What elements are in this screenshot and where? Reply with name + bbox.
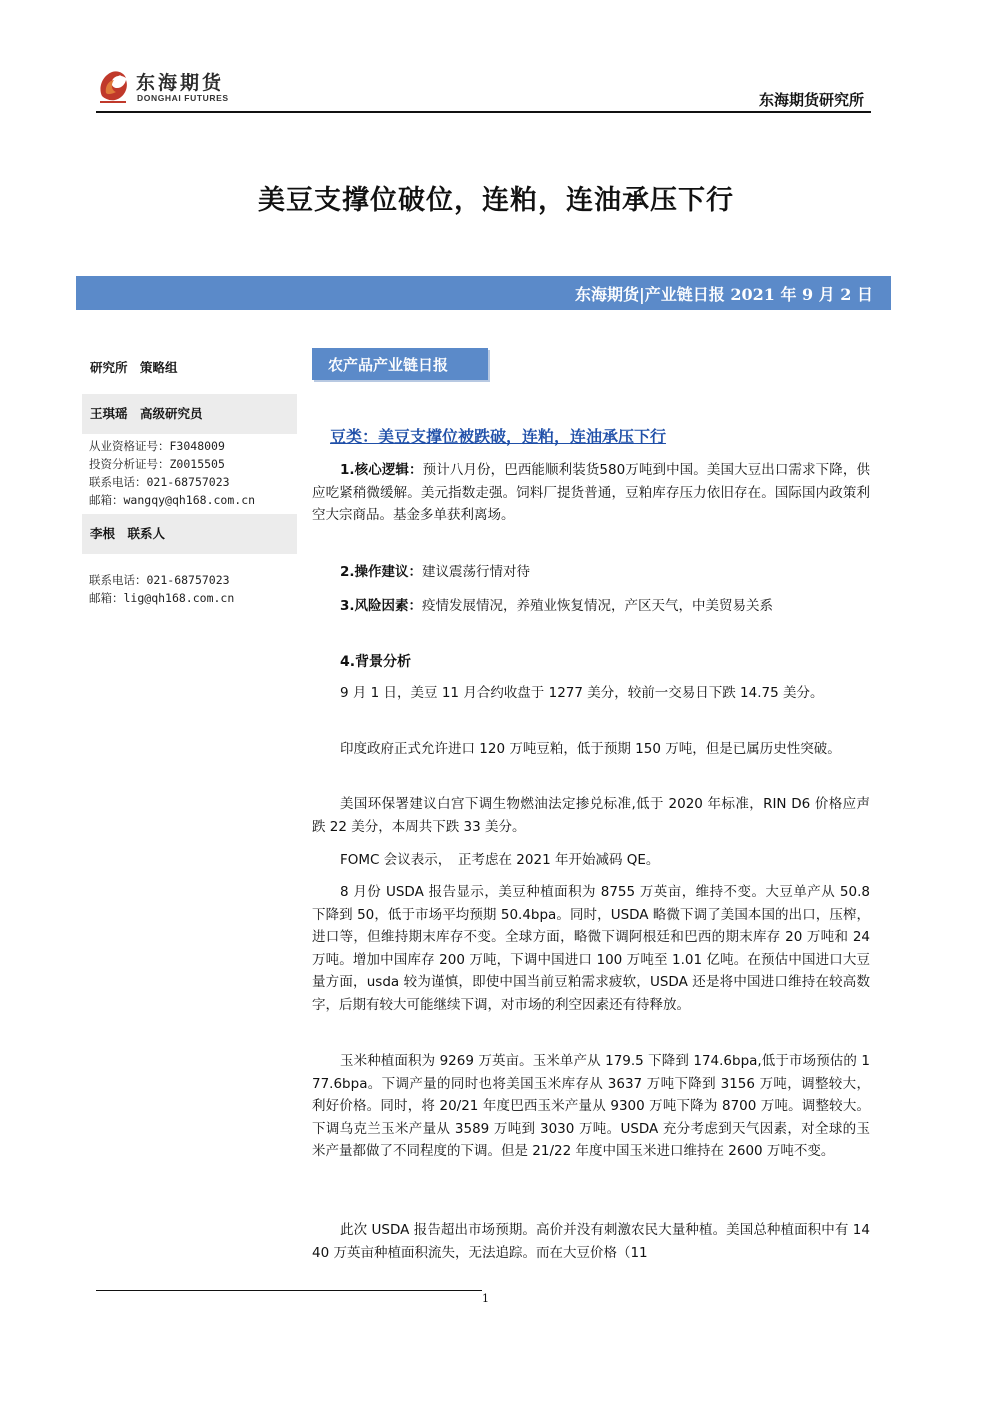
banner-text: 东海期货|产业链日报 2021 年 9 月 2 日: [574, 285, 873, 304]
analyst-name-role: 王琪瑶 高级研究员: [82, 394, 297, 434]
body-paragraph: 玉米种植面积为 9269 万英亩。玉米单产从 179.5 下降到 174.6bpa,低于市场预估的 177.6bpa。下调产量的同时也将美国玉米库存从 3637 万吨下降到 3156 万吨，调整较大，利好价格。同时，将 20/21 年度巴西玉米产量从 9300 万吨下降为 8700 万吨。调整较大。下调乌克兰玉米产量从 3589 万吨到 3030 万吨。USDA 充分考虑到天气因素，对全球的玉米产量都做了不同程度的下调。但是 21/22 年度中国玉米进口维持在 2600 万吨不变。: [312, 1053, 870, 1160]
section-subtitle: 豆类：美豆支撑位被跌破，连粕，连油承压下行: [330, 427, 667, 446]
risk-text: 疫情发展情况，养殖业恢复情况，产区天气，中美贸易关系: [422, 598, 774, 614]
dragon-logo-icon: [96, 66, 132, 106]
body-paragraph: 此次 USDA 报告超出市场预期。高价并没有刺激农民大量种植。美国总种植面积中有 1440 万英亩种植面积流失，无法追踪。而在大豆价格（11: [312, 1222, 870, 1261]
report-title: 美豆支撑位破位，连粕，连油承压下行: [258, 185, 734, 216]
body-paragraph: 美国环保署建议白宫下调生物燃油法定掺兑标准,低于 2020 年标准，RIN D6 价格应声跌 22 美分，本周共下跌 33 美分。: [312, 796, 870, 835]
company-logo: [96, 66, 236, 110]
footer-divider: [96, 1290, 482, 1291]
advice-text: 建议震荡行情对待: [422, 564, 531, 580]
advice-paragraph: [312, 561, 870, 584]
core-logic-text: 预计八月份，巴西能顺利装货580万吨到中国。美国大豆出口需求下降，供应吃紧稍微缓解。美元指数走强。饲料厂提货普通，豆粕库存压力依旧存在。国际国内政策利空大宗商品。基金多单获利离场。: [312, 462, 870, 524]
body-paragraph: 印度政府正式允许进口 120 万吨豆粕，低于预期 150 万吨，但是已属历史性突破。: [340, 741, 841, 757]
body-paragraph: 8 月份 USDA 报告显示，美豆种植面积为 8755 万英亩，维持不变。大豆单产从 50.8 下降到 50，低于市场平均预期 50.4bpa。同时，USDA 略微下调了美国本国的出口，压榨，进口等，但维持期末库存不变。全球方面，略微下调阿根廷和巴西的期末库存 20 万吨和 24 万吨。增加中国库存 200 万吨，下调中国进口 100 万吨至 1.01 亿吨。在预估中国进口大豆量方面，usda 较为谨慎，即使中国当前豆粕需求疲软，USDA 还是将中国进口维持在较高数字，后期有较大可能继续下调，对市场的利空因素还有待释放。: [312, 884, 870, 1013]
analyst-investment-license: 投资分析证号：Z0015505: [89, 457, 225, 471]
contact-email[interactable]: 邮箱：lig@qh168.com.cn: [89, 591, 235, 605]
logo-text-cn: 东海期货: [136, 72, 225, 94]
header-org-name: 东海期货研究所: [758, 91, 864, 109]
section-tag: [312, 348, 488, 380]
risk-paragraph: [312, 595, 870, 618]
core-logic-paragraph: [312, 459, 870, 527]
risk-label: 3.风险因素：: [340, 598, 423, 614]
sidebar-dept: 研究所 策略组: [90, 360, 178, 375]
analyst-qualification: 从业资格证号：F3048009: [89, 439, 225, 453]
page-number: 1: [482, 1292, 489, 1305]
analyst-phone: 联系电话：021-68757023: [89, 475, 230, 489]
section-tag-text: 农产品产业链日报: [328, 356, 449, 374]
advice-label: 2.操作建议：: [340, 564, 423, 580]
analyst-email[interactable]: 邮箱：wangqy@qh168.com.cn: [89, 493, 256, 507]
contact-phone: 联系电话：021-68757023: [89, 573, 230, 587]
logo-text-en: DONGHAI FUTURES: [137, 93, 229, 103]
background-heading: 4.背景分析: [340, 654, 412, 670]
contact-name-role: 李根 联系人: [82, 514, 297, 554]
body-paragraph: FOMC 会议表示， 正考虑在 2021 年开始减码 QE。: [340, 852, 660, 868]
report-banner: [76, 276, 891, 310]
core-logic-label: 1.核心逻辑：: [340, 462, 423, 478]
body-paragraph: 9 月 1 日，美豆 11 月合约收盘于 1277 美分，较前一交易日下跌 14.75 美分。: [340, 685, 824, 701]
header-divider: [96, 111, 871, 113]
